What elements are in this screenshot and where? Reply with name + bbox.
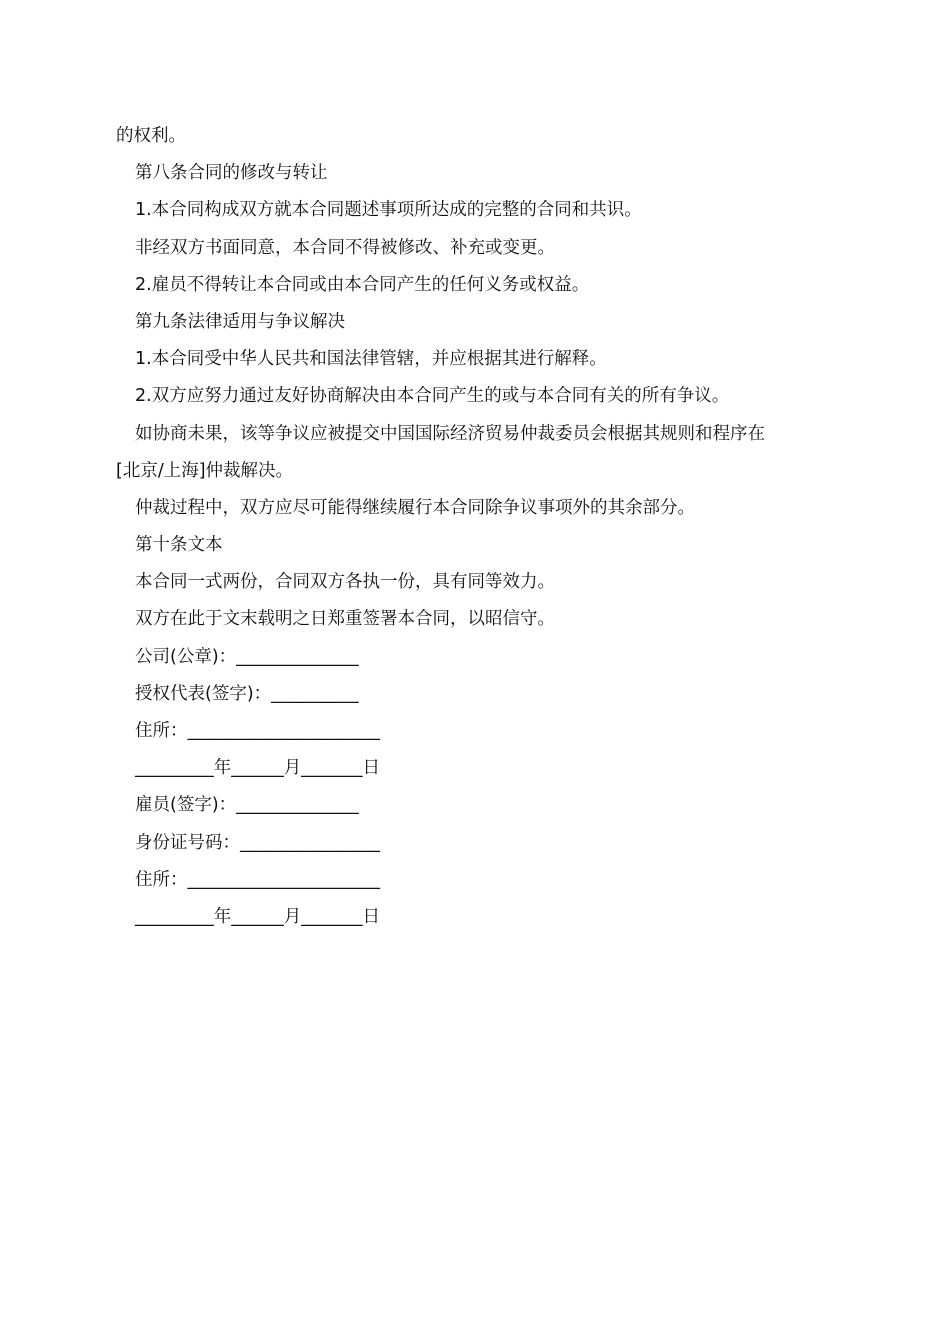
clause-9-1: 1.本合同受中华人民共和国法律管辖，并应根据其进行解释。: [135, 349, 607, 370]
clause-9-2-arbitration-continued: [北京/上海]仲裁解决。: [116, 460, 294, 481]
section-heading-article-9: 第九条法律适用与争议解决: [135, 311, 345, 332]
company-date-field: _________年______月_______日: [135, 758, 380, 779]
clause-8-1: 1.本合同构成双方就本合同题述事项所达成的完整的合同和共识。: [135, 200, 642, 221]
clause-8-2: 2.雇员不得转让本合同或由本合同产生的任何义务或权益。: [135, 274, 590, 295]
company-address-field: 住所：______________________: [135, 721, 380, 741]
clause-10-copies: 本合同一式两份，合同双方各执一份，具有同等效力。: [135, 572, 555, 593]
employee-address-field: 住所：______________________: [135, 869, 380, 890]
clause-8-1-continued: 非经双方书面同意，本合同不得被修改、补充或变更。: [135, 237, 555, 258]
id-number-field: 身份证号码：________________: [135, 832, 380, 853]
clause-9-2-arbitration: 如协商未果，该等争议应被提交中国国际经济贸易仲裁委员会根据其规则和程序在: [135, 423, 765, 444]
employee-date-field: _________年______月_______日: [135, 906, 380, 927]
section-heading-article-8: 第八条合同的修改与转让: [135, 163, 328, 184]
clause-9-2: 2.双方应努力通过友好协商解决由本合同产生的或与本合同有关的所有争议。: [135, 386, 730, 407]
section-heading-article-10: 第十条文本: [135, 535, 223, 556]
authorized-representative-field: 授权代表(签字)：__________: [135, 683, 359, 704]
employee-signature-field: 雇员(签字)：______________: [135, 795, 359, 816]
clause-9-2-performance: 仲裁过程中，双方应尽可能得继续履行本合同除争议事项外的其余部分。: [135, 497, 695, 518]
company-seal-field: 公司(公章)：______________: [135, 646, 359, 667]
document-body: [116, 118, 838, 936]
clause-10-signing: 双方在此于文末载明之日郑重签署本合同，以昭信守。: [135, 609, 555, 630]
text-line-continuation: 的权利。: [116, 126, 186, 146]
